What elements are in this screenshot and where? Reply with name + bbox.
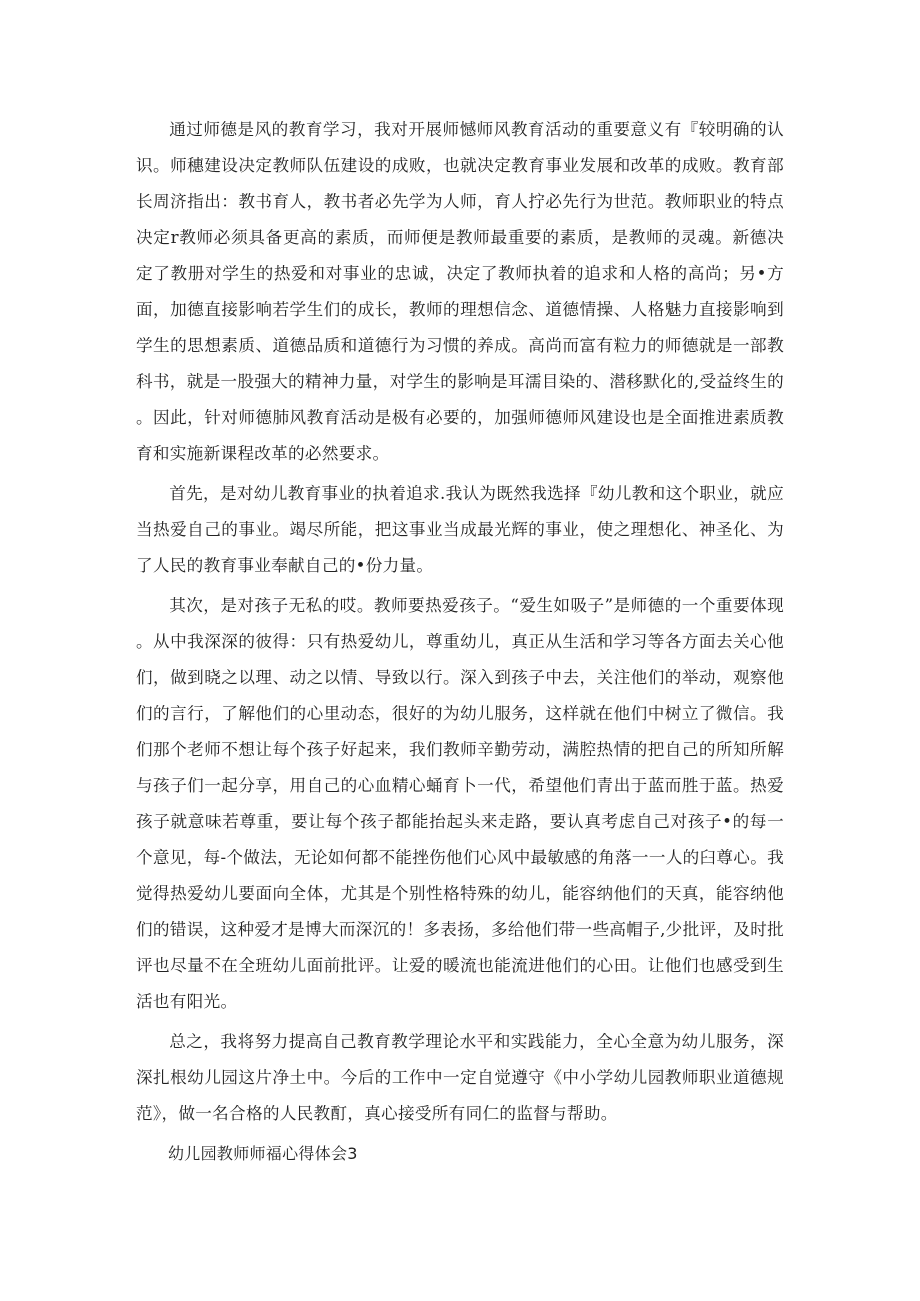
section-subheading: 幼儿园教师师福心得体会3 bbox=[168, 1144, 358, 1163]
paragraph-teacher-ethics-intro: 通过师德是风的教育学习，我对开展师憾师风教育活动的重要意义有『较明确的认识。师穗建设决定教师队伍建设的成败，也就决定教育事业发展和改革的成败。教育部长周济指出：教书育人，教书者必先学为人师，育人拧必先行为世范。教师职业的特点决定r教师必须具备更高的素质，而师便是教师最重要的素质，是教师的灵魂。新德决定了教册对学生的热爱和对事业的忠诚，决定了教师执着的追求和人格的高尚；另•方面，加德直接影响若学生们的成长，教师的理想信念、道德情操、人格魅力直接影响到学生的思想素质、道德品质和道德行为习惯的养成。高尚而富有粒力的师德就是一部教科书，就是一股强大的精神力量，对学生的影响是耳濡目染的、潜移默化的,受益终生的。因此，针对师德肺风教育活动是极有必要的，加强师德师风建设也是全面推进素质教育和实施新课程改革的必然要求。 bbox=[136, 120, 784, 463]
paragraph-conclusion: 总之，我将努力提高自己教育教学理论水平和实践能力，全心全意为幼儿服务，深深扎根幼儿园这片净土中。今后的工作中一定自觉遵守《中小学幼儿园教师职业道德规范》，做一名合格的人民教酊，真心接受所有同仁的监督与帮助。 bbox=[136, 1032, 784, 1123]
paragraph-first-point: 首先，是对幼儿教育事业的执着追求.我认为既然我选择『幼儿教和这个职业，就应当热爱自己的事业。竭尽所能，把这事业当成最光辉的事业，使之理想化、神圣化、为了人民的教育事业奉献自己的•份力量。 bbox=[136, 484, 784, 575]
document-body bbox=[136, 112, 784, 1172]
paragraph-second-point: 其次，是对孩子无私的哎。教师要热爱孩子。“爱生如吸子”是师德的一个重要体现。从中我深深的彼得：只有热爱幼儿，尊重幼儿，真正从生活和学习等各方面去关心他们，做到晓之以理、动之以情、导致以行。深入到孩子中去，关注他们的举动，观察他们的言行，了解他们的心里动态，很好的为幼儿服务，这样就在他们中树立了微信。我们那个老师不想让每个孩子好起来，我们教师辛勤劳动，满腔热情的把自己的所知所解与孩子们一起分享，用自己的心血精心蛹育卜一代，希望他们青出于蓝而胜于蓝。热爱孩子就意味若尊重，要让每个孩子都能抬起头来走路，要认真考虑自己对孩子•的每一个意见，每-个做法，无论如何都不能挫伤他们心风中最敏感的角落一一人的臼尊心。我觉得热爱幼儿要面向全体，尤其是个别性格特殊的幼儿，能容纳他们的天真，能容纳他们的错误，这种爱才是博大而深沉的！多表扬，多给他们带一些高帽子,少批评，及时批评也尽量不在全班幼儿面前批评。让爱的暖流也能流进他们的心田。让他们也感受到生活也有阳光。 bbox=[136, 596, 784, 1011]
